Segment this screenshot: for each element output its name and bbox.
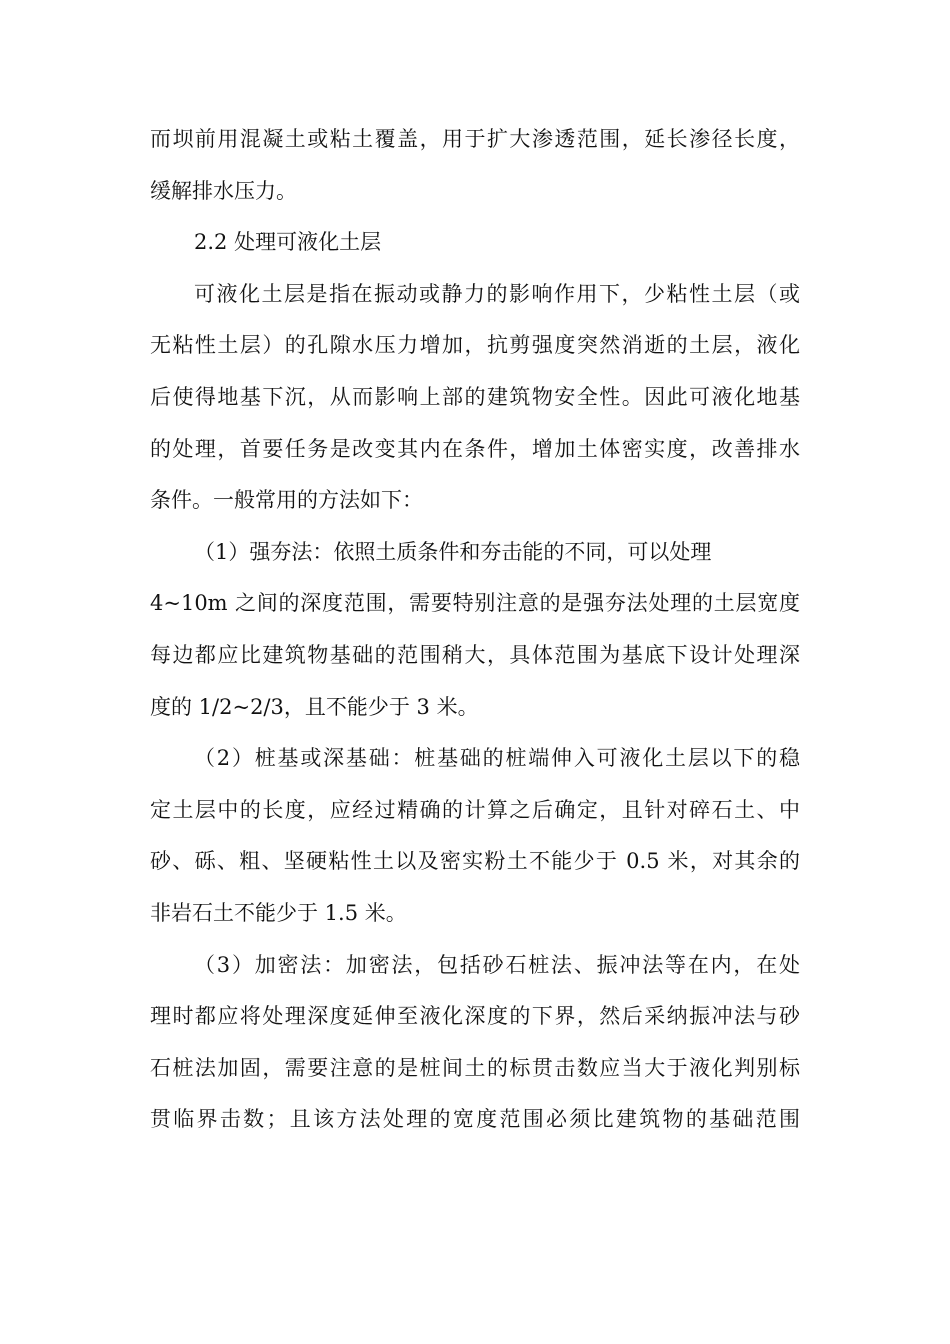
text-line: 石桩法加固，需要注意的是桩间土的标贯击数应当大于液化判别标	[150, 1055, 800, 1080]
text-line: 的处理，首要任务是改变其内在条件，增加土体密实度，改善排水	[150, 436, 800, 461]
text-line: 贯临界击数；且该方法处理的宽度范围必须比建筑物的基础范围	[150, 1107, 800, 1132]
text-line: 每边都应比建筑物基础的范围稍大，具体范围为基底下设计处理深	[150, 642, 800, 667]
list-item-3-first-line: （3）加密法：加密法，包括砂石桩法、振冲法等在内，在处	[194, 952, 800, 977]
text-line: 4~10m 之间的深度范围，需要特别注意的是强夯法处理的土层宽度	[150, 591, 800, 616]
text-line: 理时都应将处理深度延伸至液化深度的下界，然后采纳振冲法与砂	[150, 1004, 800, 1029]
text-line: 砂、砾、粗、坚硬粘性土以及密实粉土不能少于 0.5 米，对其余的	[150, 849, 800, 874]
section-heading: 2.2 处理可液化土层	[194, 230, 382, 255]
text-line: 度的 1/2~2/3，且不能少于 3 米。	[150, 694, 479, 719]
paragraph-first-line: 可液化土层是指在振动或静力的影响作用下，少粘性土层（或	[194, 281, 800, 306]
list-item-1-first-line: （1）强夯法：依照土质条件和夯击能的不同，可以处理	[194, 539, 712, 564]
text-line: 非岩石土不能少于 1.5 米。	[150, 900, 407, 925]
body-text	[150, 114, 800, 1146]
text-line: 定土层中的长度，应经过精确的计算之后确定，且针对碎石土、中	[150, 797, 800, 822]
text-line: 而坝前用混凝土或粘土覆盖，用于扩大渗透范围，延长渗径长度，	[150, 127, 800, 151]
text-line: 后使得地基下沉，从而影响上部的建筑物安全性。因此可液化地基	[150, 384, 800, 409]
text-line: 条件。一般常用的方法如下：	[150, 488, 423, 513]
text-line: 缓解排水压力。	[150, 178, 297, 203]
list-item-2-first-line: （2）桩基或深基础：桩基础的桩端伸入可液化土层以下的稳	[194, 746, 800, 771]
text-line: 无粘性土层）的孔隙水压力增加，抗剪强度突然消逝的土层，液化	[150, 333, 800, 358]
